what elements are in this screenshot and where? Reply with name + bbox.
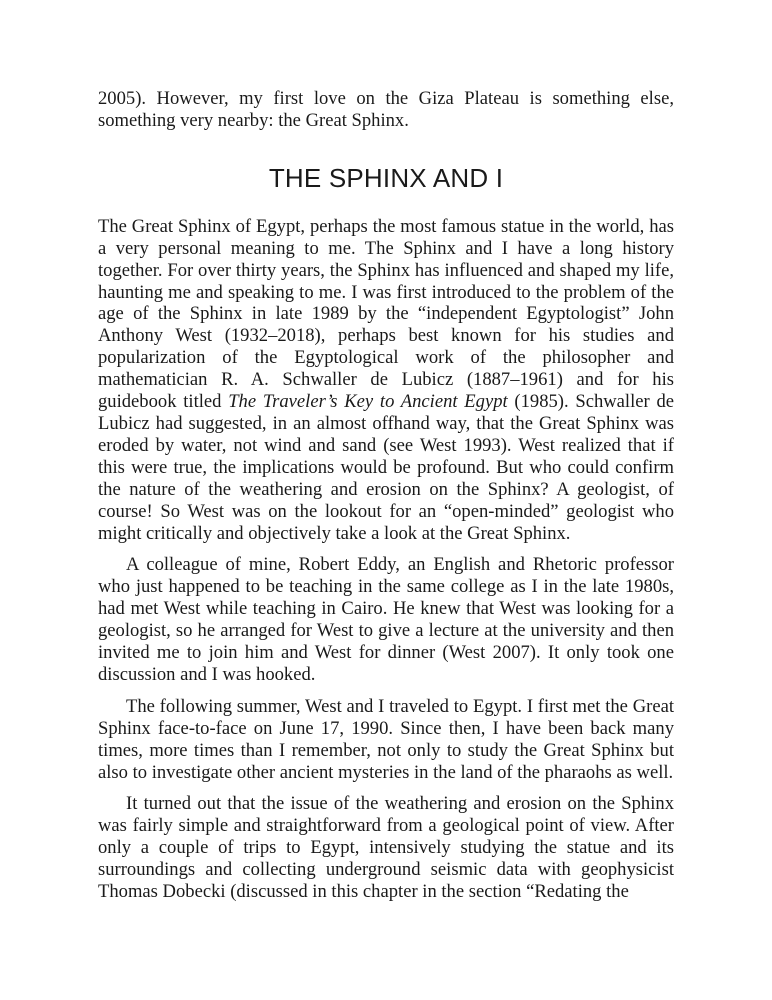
- body-paragraph-1: [98, 216, 674, 545]
- body-paragraph-1-text-a: The Great Sphinx of Egypt, perhaps the most famous statue in the world, has a very personal meaning to me. The Sphinx and I have a long history together. For over thirty years, the Sphinx has influenced and shaped my life, haunting me and speaking to me. I was first introduced to the problem of the age of the Sphinx in late 1989 by the “independent Egyptologist” John Anthony West (1932–2018), perhaps best known for his studies and popularization of the Egyptological work of the philosopher and mathematician R. A. Schwaller de Lubicz (1887–1961) and for his guidebook titled: [98, 215, 674, 413]
- page-body: [98, 88, 674, 913]
- body-paragraph-1-text-b: (1985). Schwaller de Lubicz had suggested, in an almost offhand way, that the Great Sphinx was eroded by water, not wind and sand (see West 1993). West realized that if this were true, the implications would be profound. But who could confirm the nature of the weathering and erosion on the Sphinx? A geologist, of course! So West was on the lookout for an “open-minded” geologist who might critically and objectively take a look at the Great Sphinx.: [98, 391, 674, 544]
- lead-paragraph: 2005). However, my first love on the Giza Plateau is something else, something very nearby: the Great Sphinx.: [98, 88, 674, 131]
- body-paragraph-3: The following summer, West and I traveled to Egypt. I first met the Great Sphinx face-to-face on June 17, 1990. Since then, I have been back many times, more times than I remember, not only to study the Great Sphinx but also to investigate other ancient mysteries in the land of the pharaohs as well.: [98, 695, 674, 783]
- body-paragraph-4: It turned out that the issue of the weathering and erosion on the Sphinx was fairly simple and straightforward from a geological point of view. After only a couple of trips to Egypt, intensively studying the statue and its surroundings and collecting underground seismic data with geophysicist Thomas Dobecki (discussed in this chapter in the section “Redating the: [98, 793, 674, 903]
- section-heading: THE SPHINX AND I: [268, 162, 504, 193]
- book-title: The Traveler’s Key to Ancient Egypt: [228, 391, 508, 413]
- body-paragraph-2: A colleague of mine, Robert Eddy, an English and Rhetoric professor who just happened to be teaching in the same college as I in the late 1980s, had met West while teaching in Cairo. He knew that West was looking for a geologist, so he arranged for West to give a lecture at the university and then invited me to join him and West for dinner (West 2007). It only took one discussion and I was hooked.: [98, 554, 674, 685]
